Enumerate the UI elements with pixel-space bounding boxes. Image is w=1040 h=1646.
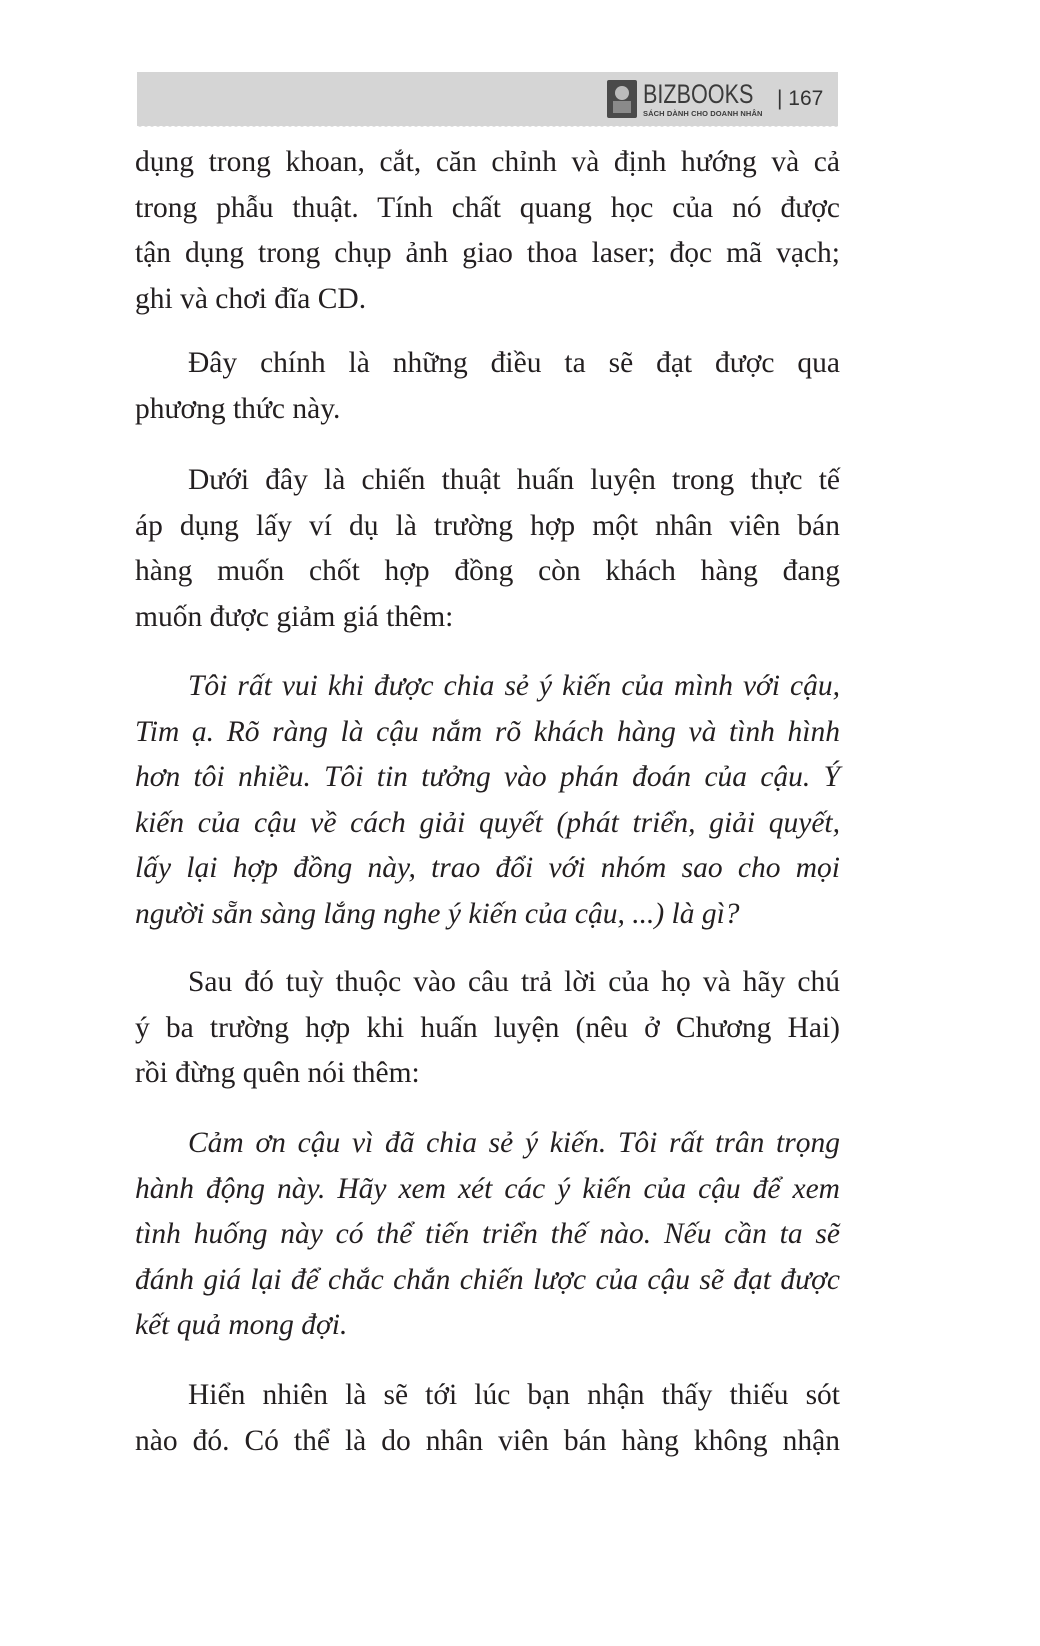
text-line: ghi và chơi đĩa CD. — [135, 282, 367, 315]
text-line: phương thức này. — [135, 392, 341, 425]
text-line: Tôi rất vui khi được chia sẻ ý kiến của mình với cậu, — [188, 670, 840, 702]
paragraph — [135, 140, 840, 322]
text-line: muốn được giảm giá thêm: — [135, 600, 454, 633]
paragraph — [135, 341, 840, 432]
text-line: Dưới đây là chiến thuật huấn luyện trong thực tế — [188, 464, 840, 496]
logo-tagline: SÁCH DÀNH CHO DOANH NHÂN — [643, 108, 763, 118]
text-line: dụng trong khoan, cắt, căn chỉnh và định hướng và cả — [135, 146, 840, 178]
running-header — [137, 72, 838, 126]
text-line: người sẵn sàng lắng nghe ý kiến của cậu, ...) là gì? — [135, 897, 740, 930]
text-line: tình huống này có thể tiến triển thế nào. Nếu cần ta sẽ — [135, 1218, 840, 1250]
text-line: Tim ạ. Rõ ràng là cậu nắm rõ khách hàng và tình hình — [135, 715, 840, 748]
text-line: Đây chính là những điều ta sẽ đạt được qua — [188, 347, 840, 379]
text-line: kết quả mong đợi. — [135, 1309, 348, 1341]
paragraph — [135, 1373, 840, 1464]
text-line: Cảm ơn cậu vì đã chia sẻ ý kiến. Tôi rất trân trọng — [188, 1127, 840, 1159]
text-line: hành động này. Hãy xem xét các ý kiến của cậu để xem — [135, 1172, 840, 1205]
text-line: lấy lại hợp đồng này, trao đổi với nhóm sao cho mọi — [135, 852, 840, 884]
text-line: Sau đó tuỳ thuộc vào câu trả lời của họ và hãy chú — [188, 966, 840, 998]
text-line: Hiển nhiên là sẽ tới lúc bạn nhận thấy thiếu sót — [188, 1379, 840, 1411]
bizbooks-emblem-icon — [607, 80, 637, 118]
text-line: hơn tôi nhiều. Tôi tin tưởng vào phán đoán của cậu. Ý — [135, 761, 840, 793]
text-line: áp dụng lấy ví dụ là trường hợp một nhân viên bán — [135, 509, 840, 542]
text-line: kiến của cậu về cách giải quyết (phát triển, giải quyết, — [135, 806, 840, 839]
text-line: trong phẫu thuật. Tính chất quang học của nó được — [135, 191, 840, 224]
text-line: rồi đừng quên nói thêm: — [135, 1057, 420, 1089]
text-line: ý ba trường hợp khi huấn luyện (nêu ở Chương Hai) — [135, 1011, 840, 1044]
paragraph — [135, 458, 840, 640]
bizbooks-logo — [607, 80, 783, 118]
text-line: tận dụng trong chụp ảnh giao thoa laser; đọc mã vạch; — [135, 237, 840, 269]
italic-quote-paragraph — [135, 1121, 840, 1349]
text-line: hàng muốn chốt hợp đồng còn khách hàng đang — [135, 555, 840, 587]
italic-quote-paragraph — [135, 664, 840, 937]
page-number: | 167 — [777, 87, 824, 110]
paragraph — [135, 960, 840, 1097]
text-line: nào đó. Có thể là do nhân viên bán hàng không nhận — [135, 1424, 840, 1457]
logo-brand: BIZBOOKS — [643, 78, 754, 109]
text-line: đánh giá lại để chắc chắn chiến lược của cậu sẽ đạt được — [135, 1263, 840, 1296]
